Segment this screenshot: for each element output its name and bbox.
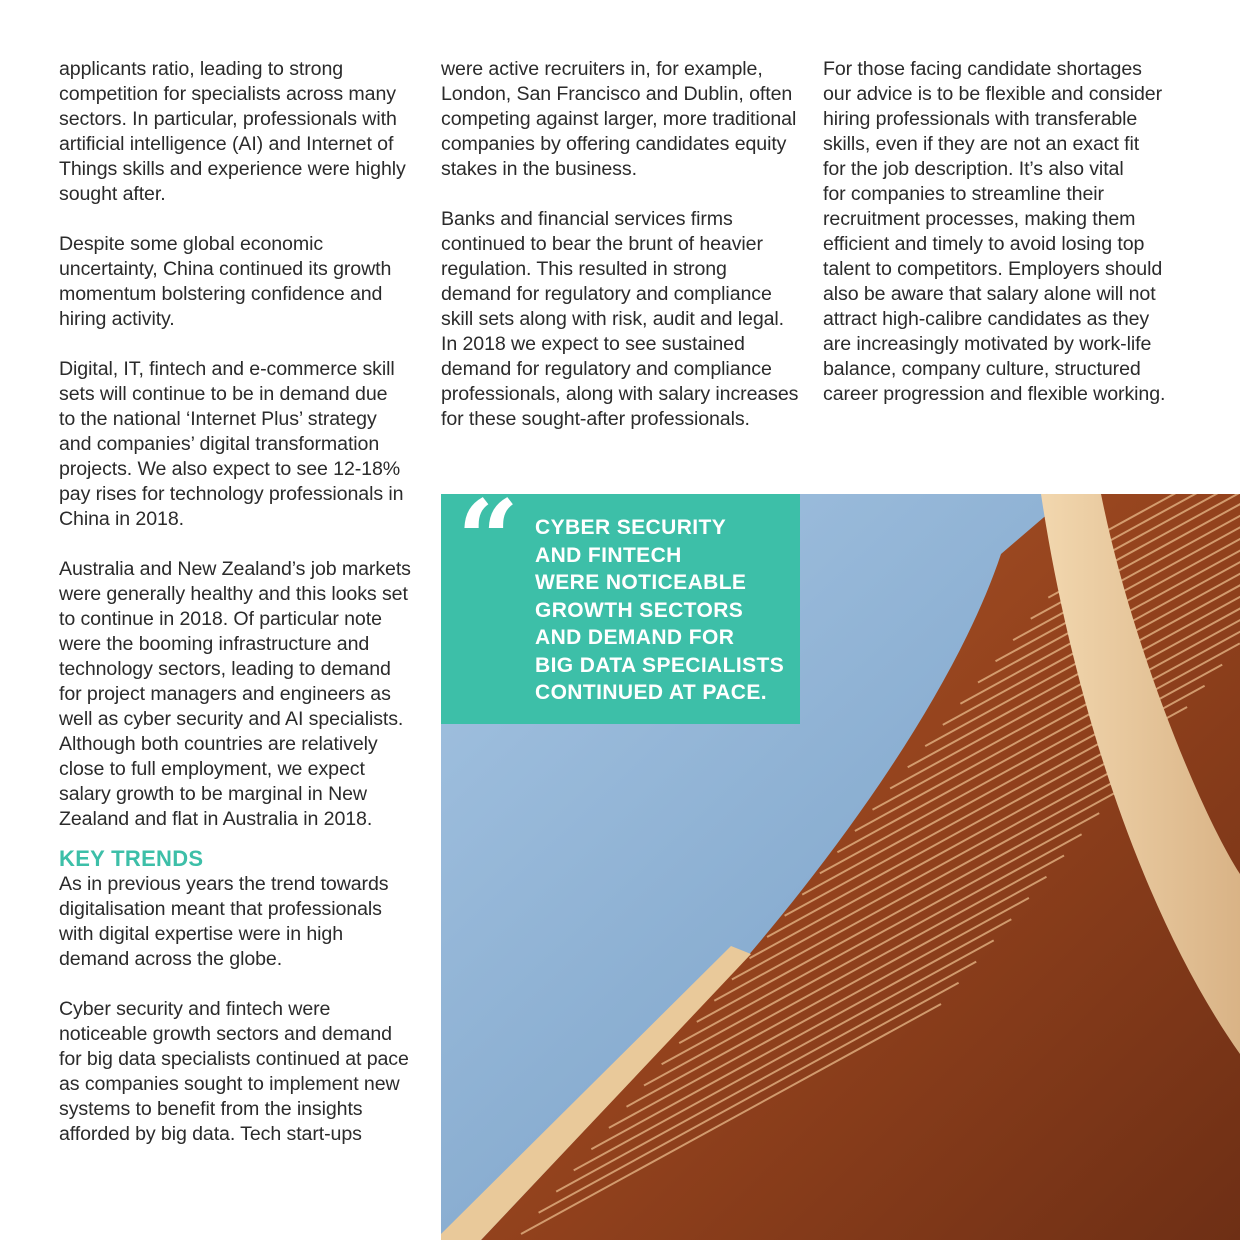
- text-line: Zealand and flat in Australia in 2018.: [59, 808, 373, 830]
- text-line: pay rises for technology professionals in: [59, 483, 404, 505]
- text-line: In 2018 we expect to see sustained: [441, 333, 745, 355]
- text-line: London, San Francisco and Dublin, often: [441, 83, 793, 105]
- text-line: Digital, IT, fintech and e-commerce skill: [59, 358, 395, 380]
- text-line: efficient and timely to avoid losing top: [823, 233, 1145, 255]
- text-line: for big data specialists continued at pace: [59, 1048, 409, 1070]
- paragraph-applicants-ratio: [59, 57, 421, 207]
- text-line: for companies to streamline their: [823, 183, 1104, 205]
- text-line: to the national ‘Internet Plus’ strategy: [59, 408, 377, 430]
- text-line: demand across the globe.: [59, 948, 283, 970]
- paragraph-digital-skills: [59, 357, 421, 532]
- text-line: Australia and New Zealand’s job markets: [59, 558, 411, 580]
- text-line: stakes in the business.: [441, 158, 637, 180]
- paragraph-australia-nz: [59, 557, 421, 832]
- text-line: competing against larger, more traditional: [441, 108, 797, 130]
- text-line: For those facing candidate shortages: [823, 58, 1142, 80]
- paragraph-china-growth: [59, 232, 421, 332]
- text-column-left: [59, 57, 421, 1172]
- text-line: regulation. This resulted in strong: [441, 258, 727, 280]
- text-line: afforded by big data. Tech start-ups: [59, 1123, 362, 1145]
- quote-mark-icon: “: [457, 477, 520, 603]
- text-line: AND DEMAND FOR: [535, 626, 735, 649]
- text-line: demand for regulatory and compliance: [441, 283, 772, 305]
- text-line: are increasingly motivated by work-life: [823, 333, 1152, 355]
- text-line: also be aware that salary alone will not: [823, 283, 1156, 305]
- text-line: for project managers and engineers as: [59, 683, 391, 705]
- text-line: CYBER SECURITY: [535, 516, 727, 539]
- text-line: were generally healthy and this looks set: [59, 583, 408, 605]
- text-line: close to full employment, we expect: [59, 758, 365, 780]
- text-line: salary growth to be marginal in New: [59, 783, 367, 805]
- paragraph-candidate-shortages: [823, 57, 1185, 407]
- text-line: systems to benefit from the insights: [59, 1098, 363, 1120]
- text-line: well as cyber security and AI specialists.: [59, 708, 404, 730]
- text-line: for the job description. It’s also vital: [823, 158, 1124, 180]
- text-line: career progression and flexible working.: [823, 383, 1166, 405]
- text-line: digitalisation meant that professionals: [59, 898, 382, 920]
- text-line: AND FINTECH: [535, 543, 682, 567]
- text-column-middle: [441, 57, 803, 457]
- pull-quote-box: [441, 477, 800, 724]
- text-line: our advice is to be flexible and consider: [823, 83, 1162, 105]
- text-line: were the booming infrastructure and: [59, 633, 370, 655]
- text-line: Things skills and experience were highly: [59, 158, 406, 180]
- text-line: professionals, along with salary increases: [441, 383, 799, 405]
- text-line: hiring professionals with transferable: [823, 108, 1138, 130]
- text-line: China in 2018.: [59, 508, 184, 530]
- text-line: Despite some global economic: [59, 233, 324, 255]
- text-line: to continue in 2018. Of particular note: [59, 608, 382, 630]
- text-line: were active recruiters in, for example,: [441, 58, 763, 80]
- text-line: Banks and financial services firms: [441, 208, 733, 230]
- text-column-right: [823, 57, 1185, 432]
- text-line: sectors. In particular, professionals with: [59, 108, 397, 130]
- text-line: competition for specialists across many: [59, 83, 396, 105]
- text-line: momentum bolstering confidence and: [59, 283, 383, 305]
- text-line: Cyber security and fintech were: [59, 998, 331, 1020]
- text-line: balance, company culture, structured: [823, 358, 1141, 380]
- text-line: sets will continue to be in demand due: [59, 383, 388, 405]
- text-line: GROWTH SECTORS: [535, 598, 744, 622]
- key-trends-heading: KEY TRENDS: [59, 846, 204, 871]
- pull-quote-text: [535, 514, 795, 707]
- text-line: hiring activity.: [59, 308, 175, 330]
- text-line: BIG DATA SPECIALISTS: [535, 653, 785, 677]
- text-line: with digital expertise were in high: [59, 923, 344, 945]
- text-line: talent to competitors. Employers should: [823, 258, 1163, 280]
- text-line: WERE NOTICEABLE: [535, 571, 747, 594]
- text-line: artificial intelligence (AI) and Internet of: [59, 133, 394, 155]
- text-line: noticeable growth sectors and demand: [59, 1023, 392, 1045]
- text-line: skills, even if they are not an exact fit: [823, 133, 1140, 155]
- paragraph-digitalisation: [59, 872, 421, 972]
- text-line: attract high-calibre candidates as they: [823, 308, 1150, 330]
- paragraph-cyber-fintech: [59, 997, 421, 1147]
- text-line: as companies sought to implement new: [59, 1073, 400, 1095]
- text-line: applicants ratio, leading to strong: [59, 58, 344, 80]
- text-line: uncertainty, China continued its growth: [59, 258, 392, 280]
- text-line: projects. We also expect to see 12-18%: [59, 458, 401, 480]
- text-line: demand for regulatory and compliance: [441, 358, 772, 380]
- paragraph-tech-startups: [441, 57, 803, 182]
- text-line: for these sought-after professionals.: [441, 408, 750, 430]
- text-line: continued to bear the brunt of heavier: [441, 233, 763, 255]
- text-line: companies by offering candidates equity: [441, 133, 787, 155]
- text-line: skill sets along with risk, audit and legal.: [441, 308, 785, 330]
- text-line: CONTINUED AT PACE.: [535, 681, 767, 704]
- text-line: As in previous years the trend towards: [59, 873, 389, 895]
- text-line: Although both countries are relatively: [59, 733, 378, 755]
- paragraph-banks-regulation: [441, 207, 803, 432]
- text-line: recruitment processes, making them: [823, 208, 1136, 230]
- text-line: technology sectors, leading to demand: [59, 658, 391, 680]
- text-line: and companies’ digital transformation: [59, 433, 380, 455]
- text-line: sought after.: [59, 183, 166, 205]
